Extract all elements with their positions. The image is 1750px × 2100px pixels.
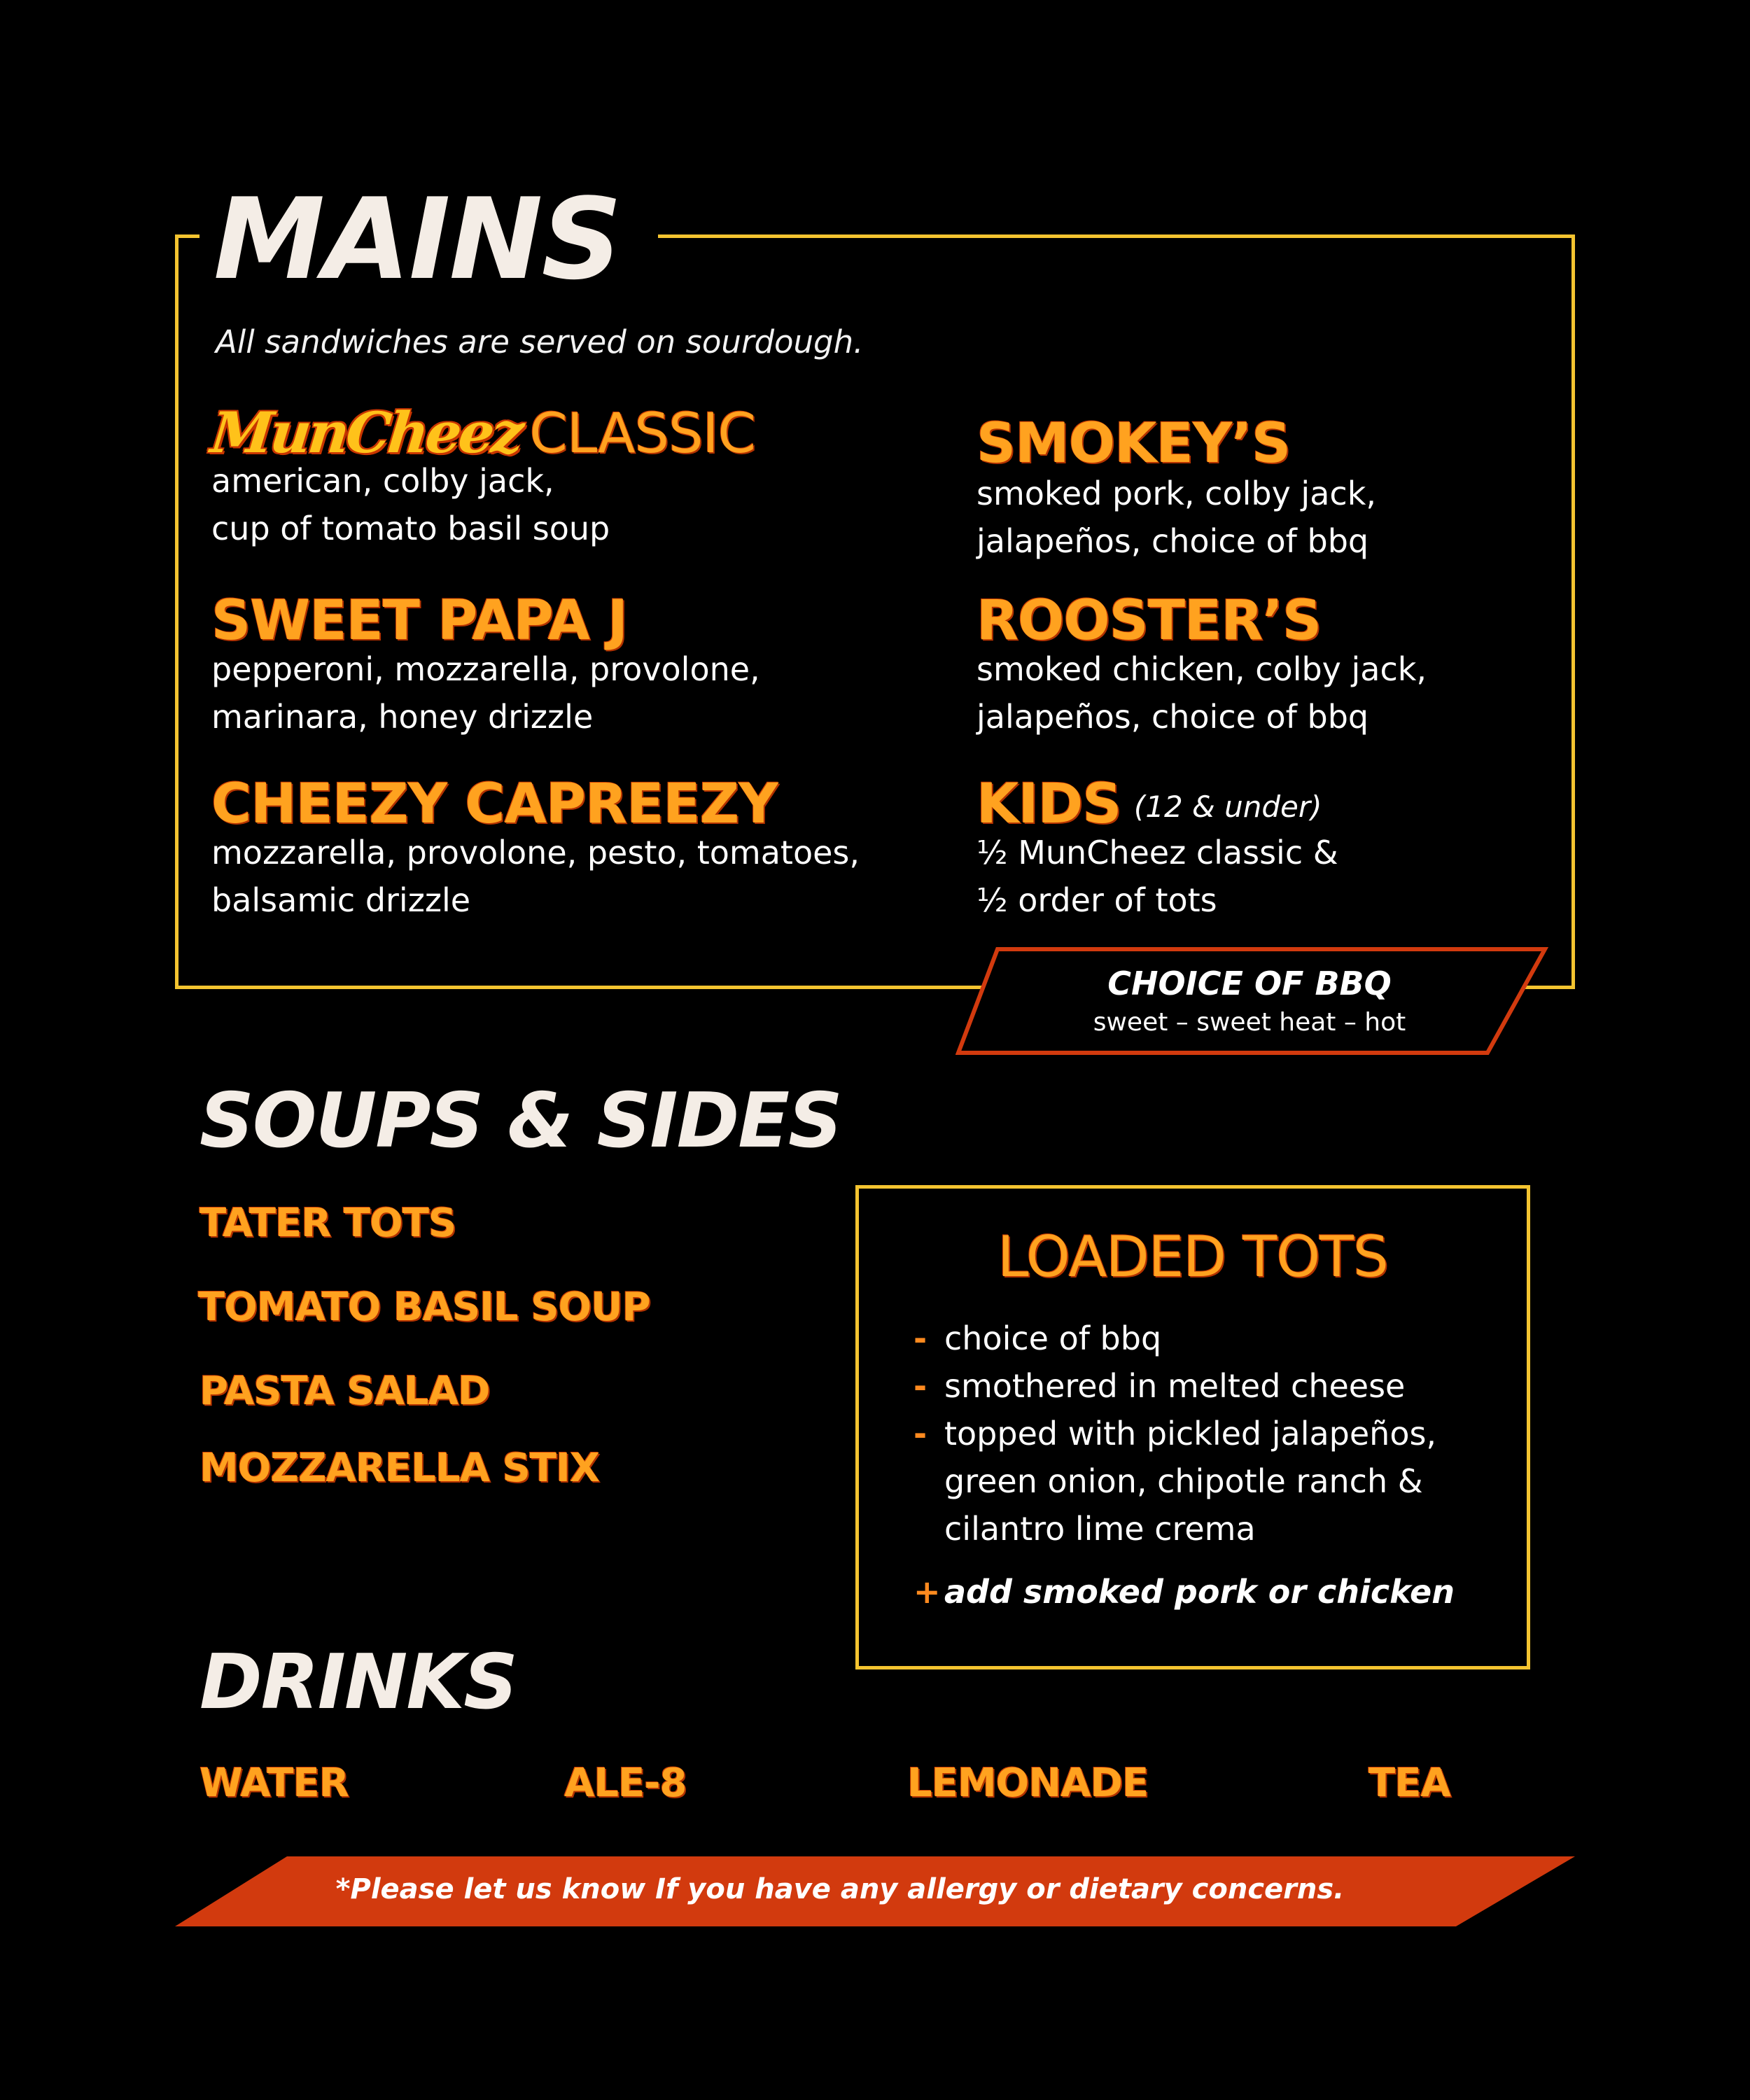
item-title: ROOSTER’S [976, 589, 1322, 652]
kids-age-note: (12 & under) [1133, 790, 1322, 824]
item-desc-line: jalapeños, choice of bbq [976, 698, 1369, 736]
mains-subtitle: All sandwiches are served on sourdough. [216, 323, 864, 360]
item-desc-line: mozzarella, provolone, pesto, tomatoes, [211, 834, 860, 872]
loaded-tots-addon: + add smoked pork or chicken [913, 1568, 1455, 1616]
menu-item-cheezy-capreezy [211, 773, 860, 924]
item-desc-line: jalapeños, choice of bbq [976, 522, 1369, 560]
list-item-continuation: green onion, chipotle ranch & [944, 1462, 1423, 1500]
menu-item-roosters [976, 589, 1427, 741]
list-item-continuation: cilantro lime crema [944, 1510, 1256, 1548]
item-desc-line: smoked chicken, colby jack, [976, 650, 1427, 688]
item-title: SWEET PAPA J [211, 589, 628, 652]
side-item: TATER TOTS [200, 1200, 456, 1246]
item-desc-line: ½ MunCheez classic & [976, 834, 1338, 872]
side-item: TOMATO BASIL SOUP [198, 1284, 650, 1330]
loaded-tots-title: LOADED TOTS [997, 1224, 1388, 1289]
menu-item-muncheez-classic [208, 400, 755, 552]
bullet-dash: - [913, 1320, 927, 1357]
side-item: PASTA SALAD [200, 1368, 490, 1414]
bullet-dash: - [913, 1367, 927, 1405]
menu-item-kids [976, 773, 1338, 924]
menu-item-smokeys [976, 412, 1376, 565]
list-item: - smothered in melted cheese [913, 1362, 1455, 1410]
drink-item: TEA [1368, 1760, 1450, 1806]
soups-sides-title: SOUPS & SIDES [200, 1077, 841, 1165]
drink-item: LEMONADE [907, 1760, 1149, 1806]
side-item: MOZZARELLA STIX [200, 1446, 600, 1491]
item-desc-line: marinara, honey drizzle [211, 698, 594, 736]
item-desc-line: pepperoni, mozzarella, provolone, [211, 650, 760, 688]
bbq-choice-options: sweet – sweet heat – hot [1093, 1008, 1406, 1037]
item-desc-line: ½ order of tots [976, 881, 1217, 919]
menu-item-sweet-papa-j [211, 589, 760, 741]
allergy-note: *Please let us know If you have any allergy or dietary concerns. [335, 1873, 1345, 1905]
item-desc-line: american, colby jack, [211, 462, 554, 500]
drinks-title: DRINKS [200, 1639, 517, 1726]
list-item: - topped with pickled jalapeños, [913, 1410, 1455, 1457]
item-title: CHEEZY CAPREEZY [211, 773, 778, 836]
bbq-choice-title: CHOICE OF BBQ [1107, 965, 1392, 1002]
list-item: - choice of bbq [913, 1315, 1455, 1362]
item-title: CLASSIC [529, 402, 755, 465]
muncheez-logo: MunCheez [208, 400, 524, 465]
item-desc-line: balsamic drizzle [211, 881, 471, 919]
mains-title: MAINS [214, 174, 621, 304]
item-title: SMOKEY’S [976, 412, 1291, 475]
loaded-tots-list [913, 1315, 1455, 1616]
item-desc-line: cup of tomato basil soup [211, 510, 610, 547]
drink-item: WATER [200, 1760, 349, 1806]
item-desc-line: smoked pork, colby jack, [976, 475, 1376, 512]
item-title: KIDS [976, 773, 1121, 836]
bullet-dash: - [913, 1415, 927, 1452]
plus-icon: + [913, 1573, 941, 1611]
drink-item: ALE-8 [564, 1760, 687, 1806]
